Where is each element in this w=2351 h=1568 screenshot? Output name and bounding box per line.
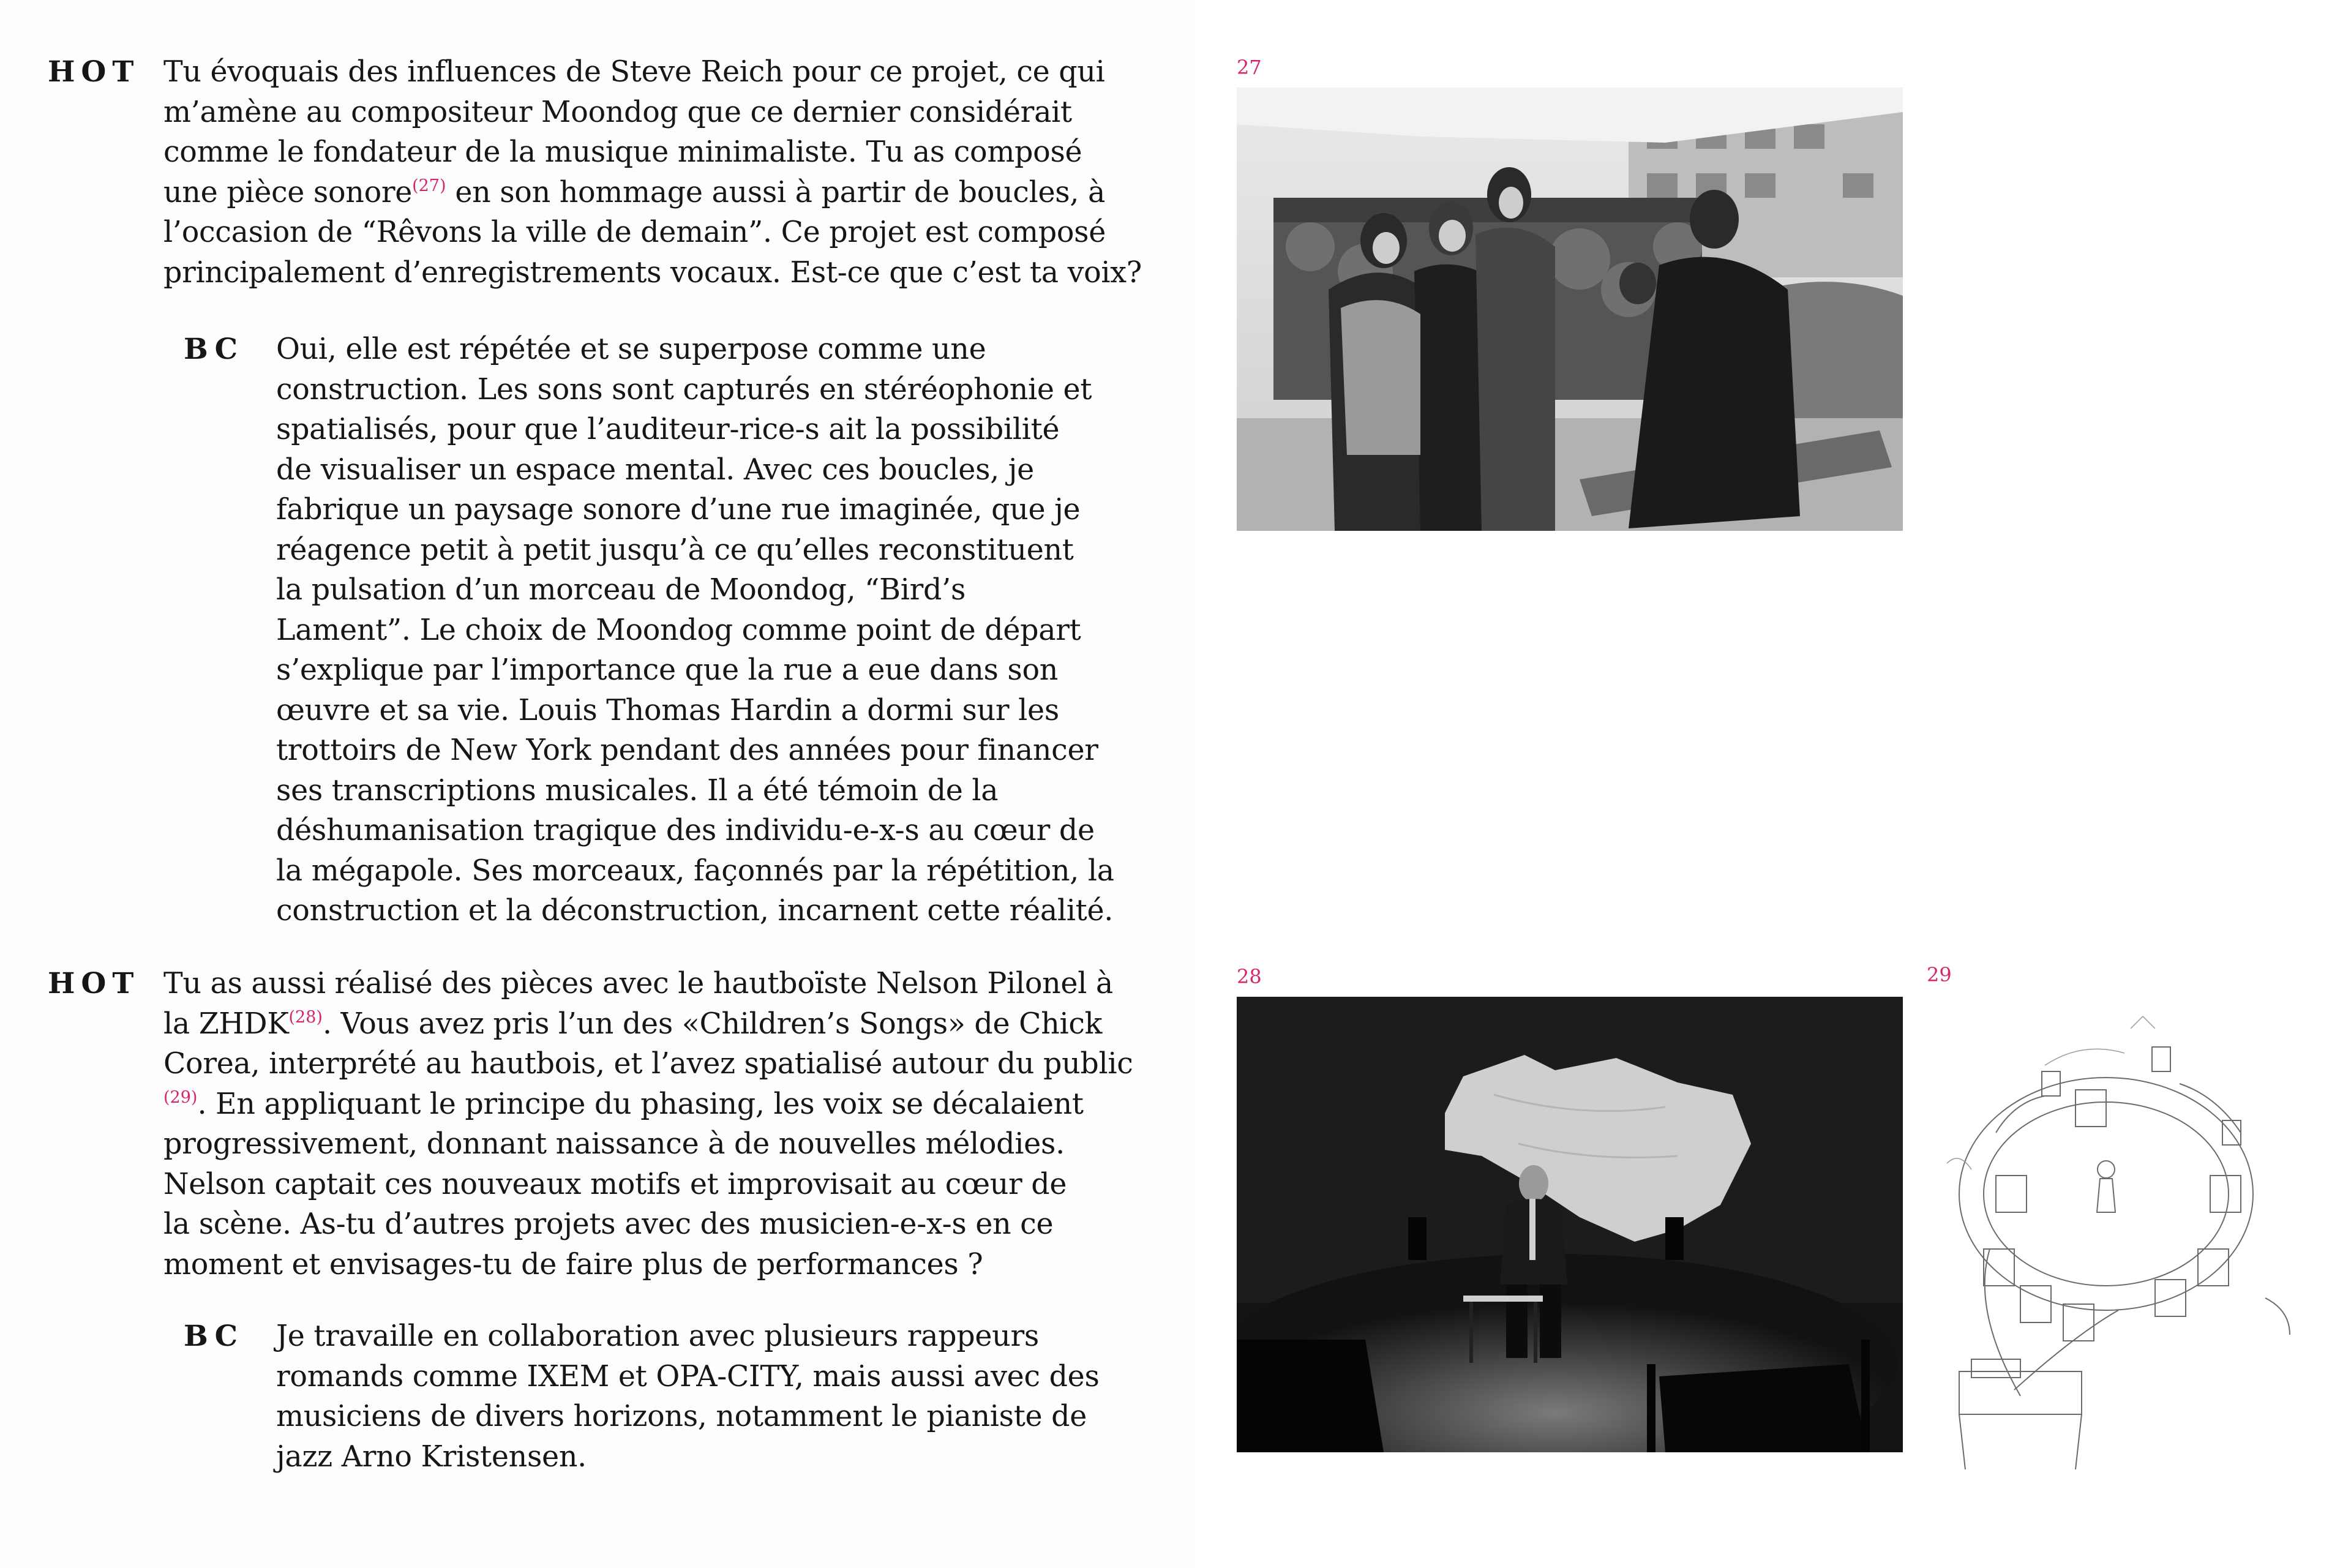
text-segment: progressivement, donnant naissance à de nouvelles mélodies. xyxy=(163,1127,1065,1161)
text-segment: trottoirs de New York pendant des années pour financer xyxy=(276,733,1098,767)
text-line xyxy=(276,1397,1100,1437)
text-line xyxy=(163,1165,1133,1205)
speaker-bc: BC xyxy=(184,1319,244,1353)
text-line xyxy=(163,1084,1133,1125)
text-segment: la scène. As-tu d’autres projets avec des musicien-e-x-s en ce xyxy=(163,1207,1054,1241)
text-line xyxy=(163,132,1142,173)
text-line xyxy=(276,771,1114,811)
footnote-reference: (29) xyxy=(163,1087,198,1107)
text-segment: Tu évoquais des influences de Steve Reich pour ce projet, ce qui xyxy=(163,55,1105,89)
text-line xyxy=(163,212,1142,253)
question-paragraph xyxy=(163,52,1142,293)
text-line xyxy=(276,1357,1100,1397)
text-segment: construction et la déconstruction, incarnent cette réalité. xyxy=(276,894,1114,928)
text-line xyxy=(163,92,1142,133)
speaker-bc: BC xyxy=(184,332,244,366)
text-line xyxy=(276,490,1114,530)
text-line xyxy=(163,964,1133,1004)
text-segment: la ZHDK xyxy=(163,1007,289,1041)
figure-number-29: 29 xyxy=(1927,963,1952,986)
speaker-hot: HOT xyxy=(48,55,140,89)
text-line xyxy=(276,811,1114,851)
answer-paragraph xyxy=(276,1316,1100,1477)
speaker-hot: HOT xyxy=(48,967,140,1000)
footnote-reference: (27) xyxy=(412,176,446,195)
text-segment: fabrique un paysage sonore d’une rue imaginée, que je xyxy=(276,493,1081,527)
text-segment: spatialisés, pour que l’auditeur-rice-s ait la possibilité xyxy=(276,413,1060,446)
question-paragraph xyxy=(163,964,1133,1285)
text-segment: . En appliquant le principe du phasing, les voix se décalaient xyxy=(197,1087,1084,1121)
text-segment: œuvre et sa vie. Louis Thomas Hardin a dormi sur les xyxy=(276,693,1059,727)
text-segment: s’explique par l’importance que la rue a eue dans son xyxy=(276,653,1059,687)
text-segment: déshumanisation tragique des individu-e-x-s au cœur de xyxy=(276,814,1095,847)
answer-paragraph xyxy=(276,329,1114,931)
text-segment: jazz Arno Kristensen. xyxy=(276,1439,587,1474)
street-scene-image xyxy=(1237,88,1903,531)
text-line xyxy=(276,530,1114,571)
text-segment: m’amène au compositeur Moondog que ce dernier considérait xyxy=(163,95,1072,129)
text-segment: Nelson captait ces nouveaux motifs et improvisait au cœur de xyxy=(163,1167,1067,1201)
text-line xyxy=(276,891,1114,931)
text-line xyxy=(276,650,1114,691)
text-line xyxy=(163,1204,1133,1245)
text-segment: comme le fondateur de la musique minimaliste. Tu as composé xyxy=(163,135,1082,169)
text-line xyxy=(276,1437,1100,1477)
photo-oboist-stage xyxy=(1237,997,1903,1452)
text-segment: moment et envisages-tu de faire plus de performances ? xyxy=(163,1247,983,1281)
text-segment: musiciens de divers horizons, notamment le pianiste de xyxy=(276,1400,1087,1433)
text-line xyxy=(163,1245,1133,1285)
text-line xyxy=(276,691,1114,731)
text-line xyxy=(276,329,1114,370)
figure-number-28: 28 xyxy=(1237,965,1262,988)
text-segment: réagence petit à petit jusqu’à ce qu’elles reconstituent xyxy=(276,533,1074,567)
right-page xyxy=(1194,0,2351,1568)
text-segment: Je travaille en collaboration avec plusieurs rappeurs xyxy=(276,1319,1039,1353)
text-segment: romands comme IXEM et OPA-CITY, mais aussi avec des xyxy=(276,1359,1100,1394)
text-line xyxy=(276,450,1114,490)
text-line xyxy=(276,370,1114,410)
text-segment: Tu as aussi réalisé des pièces avec le hautboïste Nelson Pilonel à xyxy=(163,967,1113,1000)
text-segment: Oui, elle est répétée et se superpose comme une xyxy=(276,332,986,366)
text-segment: ses transcriptions musicales. Il a été témoin de la xyxy=(276,773,999,808)
text-line xyxy=(276,570,1114,610)
text-segment: principalement d’enregistrements vocaux. Est-ce que c’est ta voix? xyxy=(163,255,1142,290)
text-segment: la pulsation d’un morceau de Moondog, “Bird’s xyxy=(276,573,966,607)
text-line xyxy=(276,410,1114,450)
text-line xyxy=(163,173,1142,213)
text-line xyxy=(163,1124,1133,1165)
text-line xyxy=(276,851,1114,891)
text-segment: de visualiser un espace mental. Avec ces boucles, je xyxy=(276,452,1034,487)
text-segment: construction. Les sons sont capturés en stéréophonie et xyxy=(276,372,1092,407)
photo-listeners-headphones xyxy=(1237,88,1903,531)
text-segment: Lament”. Le choix de Moondog comme point de départ xyxy=(276,613,1081,647)
text-segment: . Vous avez pris l’un des «Children’s Songs» de Chick xyxy=(322,1007,1103,1041)
stage-performance-image xyxy=(1237,997,1903,1452)
pencil-sketch-image xyxy=(1922,992,2314,1494)
text-line xyxy=(276,730,1114,771)
text-segment: Corea, interprété au hautbois, et l’avez spatialisé autour du public xyxy=(163,1047,1133,1081)
figure-number-27: 27 xyxy=(1237,56,1262,79)
sketch-spatial-setup xyxy=(1922,992,2314,1494)
text-segment: en son hommage aussi à partir de boucles, à xyxy=(446,175,1106,209)
text-line xyxy=(163,1004,1133,1045)
footnote-reference: (28) xyxy=(288,1007,323,1027)
text-line xyxy=(163,52,1142,92)
text-line xyxy=(276,1316,1100,1357)
text-segment: la mégapole. Ses morceaux, façonnés par la répétition, la xyxy=(276,853,1114,888)
text-segment: une pièce sonore xyxy=(163,175,413,209)
text-line xyxy=(276,610,1114,651)
text-segment: l’occasion de “Rêvons la ville de demain”. Ce projet est composé xyxy=(163,216,1106,249)
text-line xyxy=(163,253,1142,293)
text-line xyxy=(163,1044,1133,1084)
